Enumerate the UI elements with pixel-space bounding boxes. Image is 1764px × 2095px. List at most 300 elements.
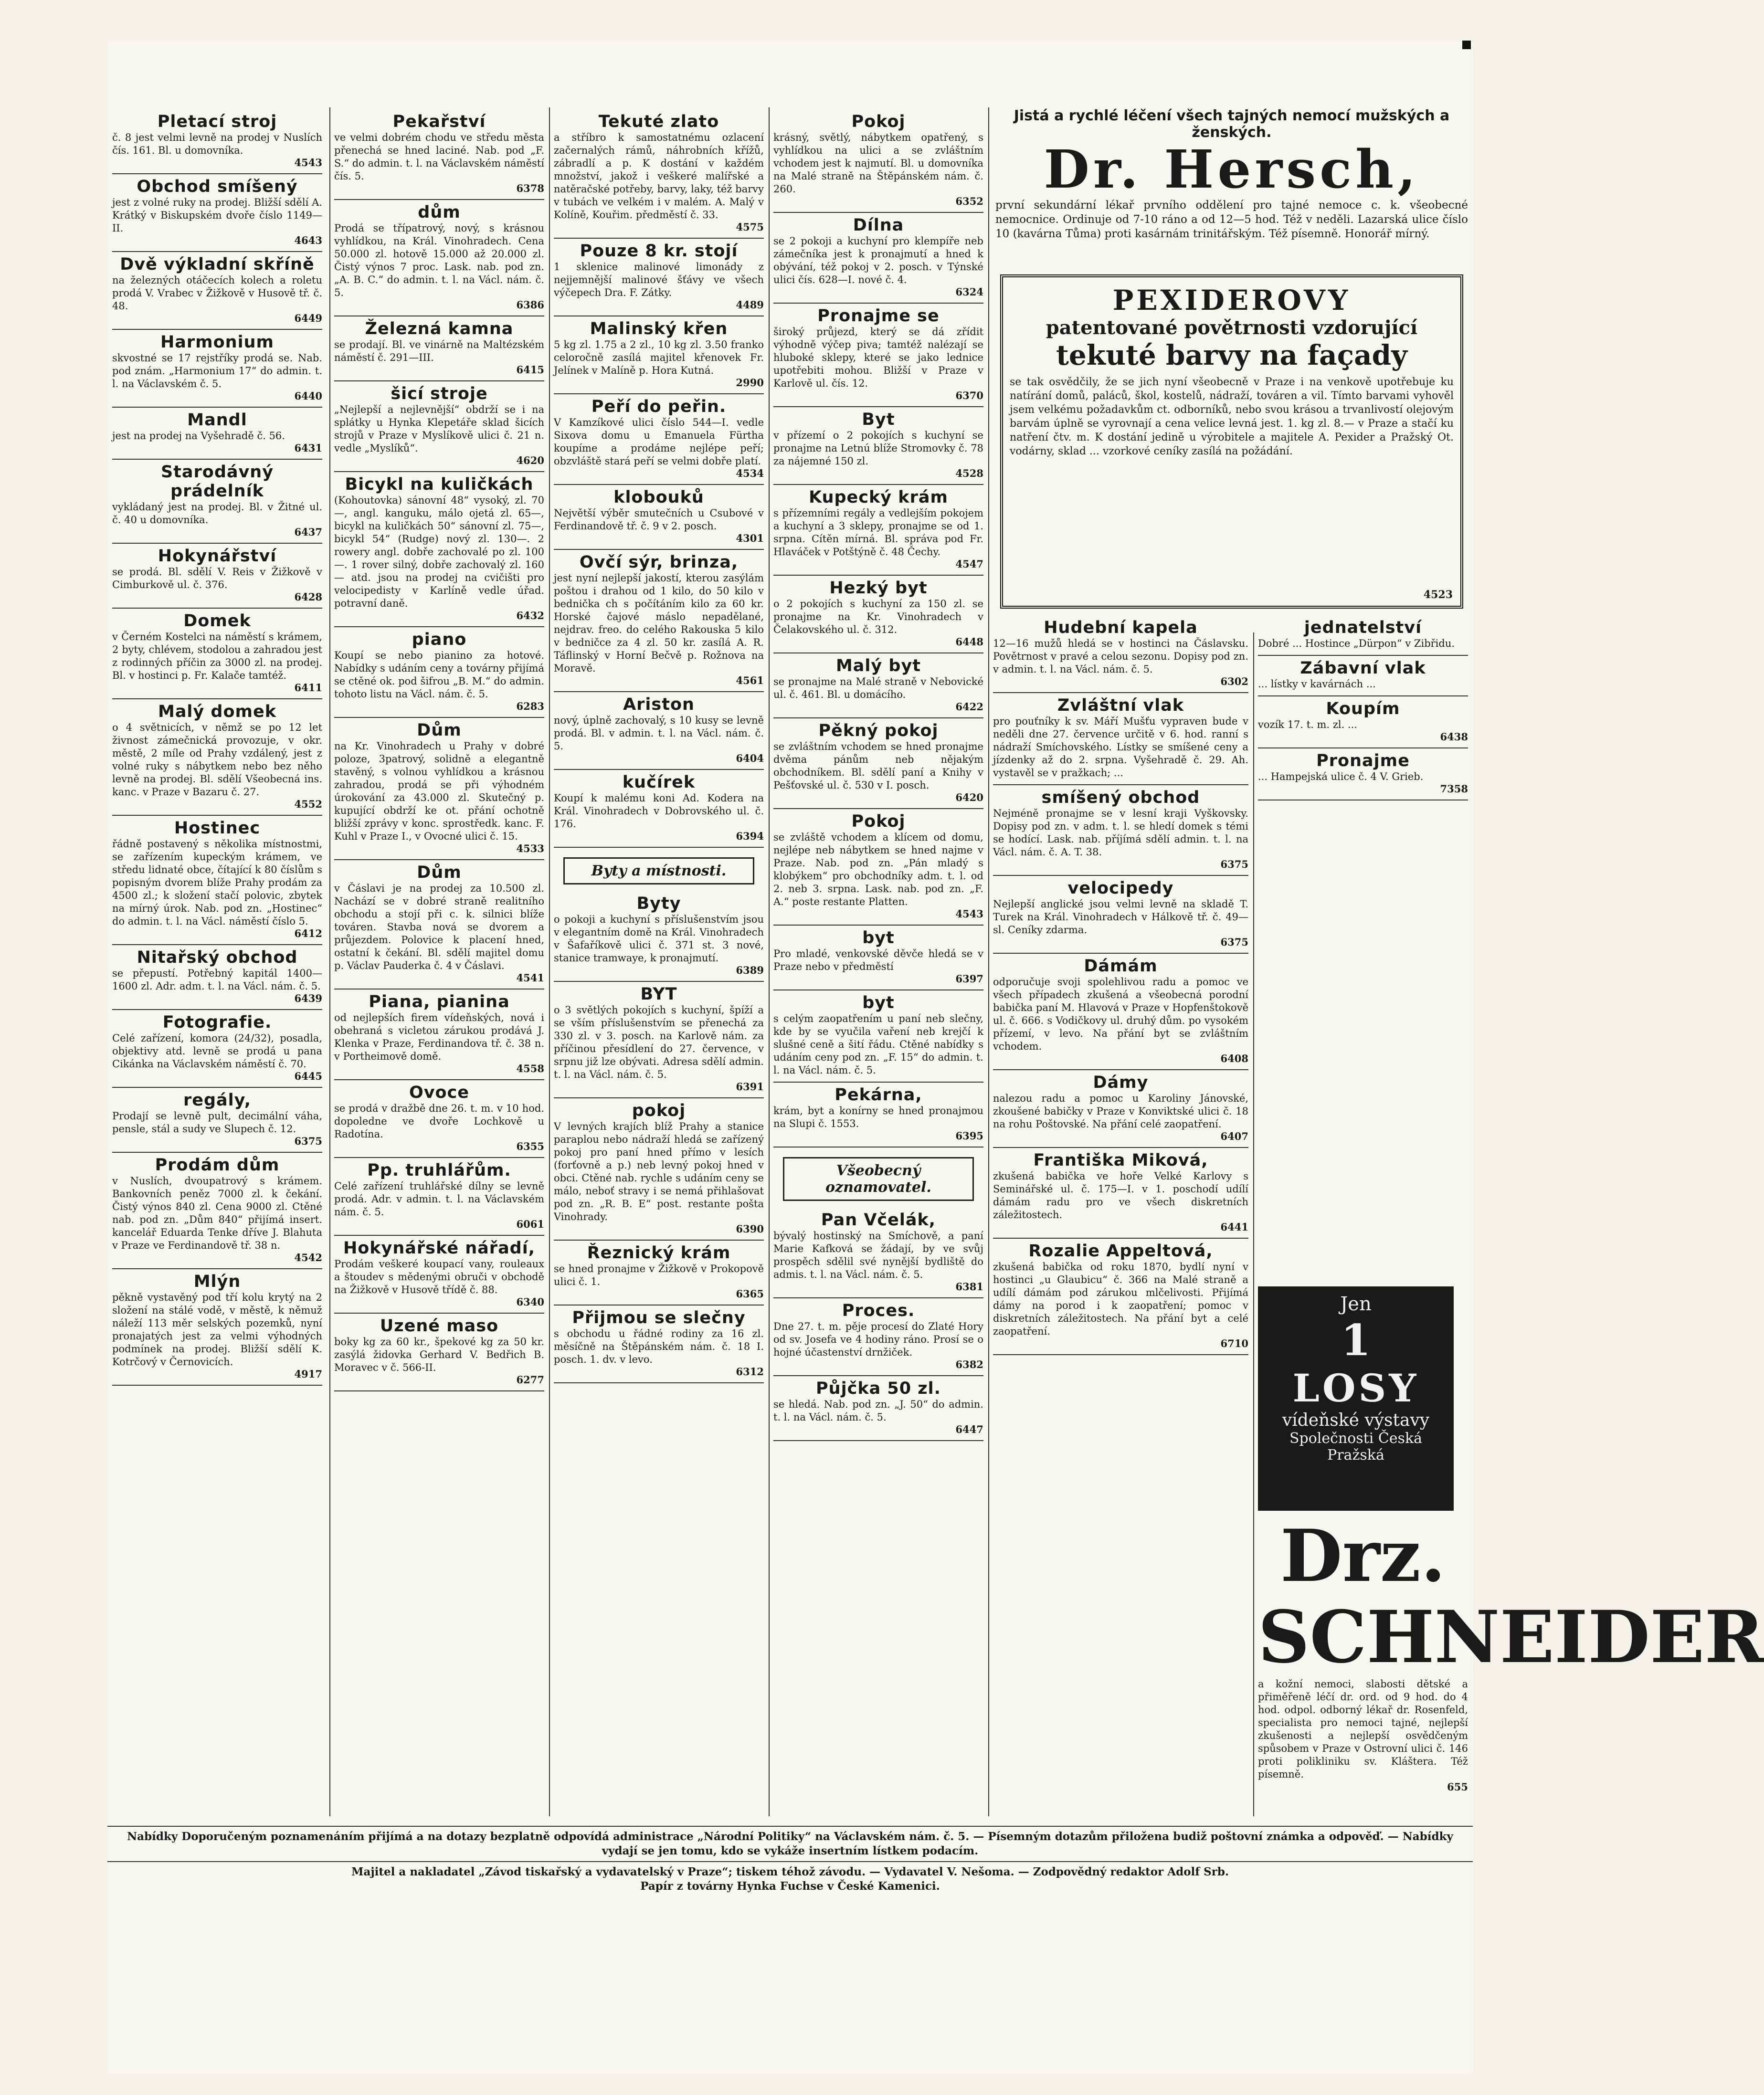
ad-number: 6352 xyxy=(955,195,983,207)
pexider-name: PEXIDEROVY xyxy=(1112,284,1351,316)
classified-ad xyxy=(773,306,983,401)
classified-ad xyxy=(1258,659,1468,691)
ad-text: od nejlepších firem vídeňských, nová i obehraná s vicletou zárukou prodává J. Klenka v Praze, Ferdinandova tř. č. 38 n. v Portheimově domě. xyxy=(334,1012,544,1062)
column-rule xyxy=(1253,632,1254,1816)
classified-ad xyxy=(334,319,544,376)
ad-number: 2990 xyxy=(736,377,764,389)
ad-number: 6415 xyxy=(516,364,544,376)
pexider-ad xyxy=(1000,274,1463,609)
classified-ad xyxy=(773,812,983,920)
ad-text: 5 kg zl. 1.75 a 2 zl., 10 kg zl. 3.50 franko celoročně zasílá majitel křenovek Fr. Jelínek v Malíně p. Hora Kutná. xyxy=(554,339,764,376)
ad-title: piano xyxy=(412,630,467,649)
pexider-number: 4523 xyxy=(1423,589,1453,601)
ad-title: Pěkný pokoj xyxy=(818,721,939,740)
ad-title: Hokynářské nářadí, xyxy=(343,1239,536,1258)
ad-text: Koupí k malému koni Ad. Kodera na Král. Vinohradech v Dobrovského ul. č. 176. xyxy=(554,792,764,830)
classified-ad xyxy=(554,553,764,686)
ad-text: Dobré ... Hostince „Dürpon“ v Zibřidu. xyxy=(1258,638,1455,649)
ad-number: 4561 xyxy=(736,674,764,686)
ad-number: 4643 xyxy=(294,234,322,246)
ad-title: Nitařský obchod xyxy=(137,948,298,967)
ad-number: 4301 xyxy=(736,532,764,544)
classified-ad xyxy=(1258,751,1468,795)
classified-ad xyxy=(773,656,983,713)
ad-text: se zvláštním vchodem se hned pronajme dvěma pánům neb nějakým obchodníkem. Bl. sdělí paní a Knihy v Pešťovské ul. č. 530 v I. posch. xyxy=(773,741,983,791)
ad-number: 6437 xyxy=(294,526,322,538)
ad-title: Byt xyxy=(862,410,895,429)
classified-ad xyxy=(773,993,983,1077)
ad-text: se hned pronajme v Žižkově v Prokopově ulici č. 1. xyxy=(554,1263,764,1287)
classified-ad xyxy=(554,319,764,389)
registration-mark xyxy=(1462,41,1471,49)
losy-number: 1 xyxy=(1341,1315,1371,1366)
classified-ad xyxy=(554,985,764,1093)
footer-rule xyxy=(107,1826,1473,1827)
ad-title: velocipedy xyxy=(1067,879,1174,898)
pexider-text: se tak osvědčily, že se jich nyní všeobecně v Praze i na venkově upotřebuje ku natírání domů, paláců, škol, kostelů, nádraží, továren a vil. Tímto barvami vyhověl jsem velkému požadavkům ct. odborníků, nebo svou krásou a trvanlivostí olejovým barvám úplně se vyrovnají a cena velice levná jest. 1. kg zl. 8.— v Praze a stačí ku natření čtv. m. K dostání jedině u výrobitele a majitele A. Pexider a Pražský Ot. vodárny, sklad ... vzorkové ceníky zasílá na požádání. xyxy=(1010,376,1454,457)
ad-title: Dílna xyxy=(853,216,904,235)
ad-number: 6710 xyxy=(1220,1337,1248,1349)
classified-ad xyxy=(112,819,322,939)
ad-title: Ovoce xyxy=(409,1083,470,1102)
ad-number: 6365 xyxy=(736,1288,764,1300)
ad-text: (Kohoutovka) sánovní 48“ vysoký, zl. 70—, angl. kanguku, málo ojetá zl. 65—, bicykl na kuličkách 50“ sánovní zl. 75—, bicykl 54“ (Rudge) nový zl. 130—. 2 rowery angl. dobře zachovalé po zl. 100—. 1 rover silný, dobře zachovalý zl. 160— atd. jsou na prodej na cvičišti pro velocipedisty v Karlíně vedle úřad. potravní daně. xyxy=(334,495,544,609)
ad-separator xyxy=(773,406,983,407)
ad-title: pokoj xyxy=(632,1101,686,1120)
ad-title: Mlýn xyxy=(193,1272,241,1291)
ad-title: Dámy xyxy=(1093,1073,1149,1092)
ad-separator xyxy=(334,1313,544,1314)
classified-ad xyxy=(773,1211,983,1293)
ad-text: Největší výběr smutečních u Csubové v Ferdinandově tř. č. 9 v 2. posch. xyxy=(554,507,764,532)
ad-separator xyxy=(993,784,1248,785)
classified-ad xyxy=(773,216,983,298)
ad-separator xyxy=(112,815,322,816)
ad-text: se prodá v dražbě dne 26. t. m. v 10 hod. dopoledne ve dvoře Lochkově u Radotína. xyxy=(334,1103,544,1140)
classified-ad xyxy=(554,397,764,479)
ad-title: Starodávný prádelník xyxy=(160,463,274,501)
ad-separator xyxy=(773,1147,983,1148)
ad-text: nový, úplně zachovalý, s 10 kusy se levně prodá. Bl. v admin. t. l. na Václ. nám. č. 5. xyxy=(554,715,764,752)
ad-number: 6391 xyxy=(736,1081,764,1093)
ad-title: jednatelství xyxy=(1304,618,1422,637)
ad-number: 6375 xyxy=(294,1135,322,1147)
classified-ad xyxy=(334,203,544,311)
ad-title: Pekařství xyxy=(392,112,486,131)
ad-number: 4547 xyxy=(955,558,983,570)
ad-column-5 xyxy=(993,618,1248,1816)
ad-separator xyxy=(554,769,764,770)
ad-separator xyxy=(773,575,983,576)
tajne-text: a kožní nemoci, slabosti dětské a přiměřeně léčí dr. ord. od 9 hod. do 4 hod. odpol. odborný lékař dr. Rosenfeld, specialista pro nemoci tajné, nejlepší zkušenosti a nejlepší osvědčeným spůsobem v Praze v Ostrovní ulici č. 146 proti polikliniku sv. Kláštera. Též písemně. xyxy=(1258,1678,1468,1780)
ad-separator xyxy=(334,471,544,472)
pexider-line2: tekuté barvy na façady xyxy=(1056,339,1407,371)
ad-text: s obchodu u řádné rodiny za 16 zl. měsíčně na Štěpánském nám. č. 18 I. posch. 1. dv. v levo. xyxy=(554,1328,764,1365)
ad-number: 4533 xyxy=(516,842,544,854)
ad-separator xyxy=(993,1069,1248,1070)
ad-title: Pokoj xyxy=(851,112,906,131)
ad-separator xyxy=(554,1240,764,1241)
ad-number: 6277 xyxy=(516,1374,544,1386)
ad-number: 4558 xyxy=(516,1063,544,1074)
ad-number: 6397 xyxy=(955,973,983,985)
ad-separator xyxy=(112,329,322,330)
losy-prefix: Jen xyxy=(1340,1293,1372,1315)
ad-title: Pronajme xyxy=(1316,751,1410,770)
ad-separator xyxy=(334,717,544,718)
ad-text: č. 8 jest velmi levně na prodej v Nuslích čís. 161. Bl. u domovníka. xyxy=(112,132,322,156)
classified-ad xyxy=(112,333,322,402)
ad-separator xyxy=(773,1082,983,1083)
ad-title: Železná kamna xyxy=(365,319,514,338)
ad-number: 6061 xyxy=(516,1218,544,1230)
ad-text: jest na prodej na Vyšehradě č. 56. xyxy=(112,430,285,442)
ad-separator xyxy=(334,1235,544,1236)
ad-title: Koupím xyxy=(1326,699,1400,718)
ad-title: Františka Miková, xyxy=(1033,1151,1208,1170)
ad-column-6 xyxy=(1258,618,1468,1277)
ad-title: Pan Včelák, xyxy=(821,1211,936,1230)
ad-number: 6375 xyxy=(1220,858,1248,870)
ad-separator xyxy=(773,717,983,718)
ad-separator xyxy=(334,626,544,627)
ad-text: Prodají se levně pult, decimální váha, pensle, stál a sudy ve Slupech č. 12. xyxy=(112,1110,322,1135)
ad-title: Malý domek xyxy=(158,702,277,721)
ad-number: 6375 xyxy=(1220,936,1248,948)
classified-ad xyxy=(334,1161,544,1230)
ad-number: 6420 xyxy=(955,791,983,803)
ad-title: Pletací stroj xyxy=(157,112,277,131)
ad-number: 6432 xyxy=(516,610,544,621)
ad-separator xyxy=(773,212,983,213)
ad-title: Byty xyxy=(636,894,681,913)
classified-ad xyxy=(334,992,544,1074)
ad-number: 4620 xyxy=(516,454,544,466)
ad-number: 4534 xyxy=(736,467,764,479)
ad-separator xyxy=(112,173,322,174)
ad-title: Zábavní vlak xyxy=(1300,659,1426,678)
ad-number: 6449 xyxy=(294,312,322,324)
ad-number: 4541 xyxy=(516,972,544,984)
ad-number: 6302 xyxy=(1220,675,1248,687)
ad-text: bývalý hostinský na Smíchově, a paní Marie Kafková se žádají, by ve svůj prospěch sdělil své nynější bydliště do admis. t. l. na Václ. nám. č. 5. xyxy=(773,1230,983,1280)
ad-column-4 xyxy=(773,112,983,1816)
ad-number: 6324 xyxy=(955,286,983,298)
column-rule xyxy=(988,107,989,1816)
ad-number: 6428 xyxy=(294,591,322,603)
classified-ad xyxy=(334,1239,544,1308)
ad-title: klobouků xyxy=(613,488,704,507)
ad-separator xyxy=(554,393,764,394)
ad-number: 6283 xyxy=(516,700,544,712)
classified-ad xyxy=(993,618,1248,687)
ad-separator xyxy=(334,1390,544,1391)
ad-separator xyxy=(773,1297,983,1298)
tajne-ad xyxy=(1258,1514,1764,1811)
classified-ad xyxy=(554,773,764,842)
ad-title: Zvláštní vlak xyxy=(1057,696,1184,715)
ad-title: Uzené maso xyxy=(380,1316,499,1336)
classified-ad xyxy=(112,547,322,603)
hersch-headline: Jistá a rychlé léčení všech tajných nemocí mužských a ženských. xyxy=(1014,107,1450,141)
ad-number: 4917 xyxy=(294,1368,322,1380)
classified-ad xyxy=(554,1308,764,1378)
ad-title: regály, xyxy=(183,1091,252,1110)
ad-number: 6390 xyxy=(736,1223,764,1235)
ad-number: 6431 xyxy=(294,442,322,454)
ad-title: Pronajme se xyxy=(817,306,940,326)
footer-rule xyxy=(107,1861,1473,1862)
ad-number: 6312 xyxy=(736,1366,764,1378)
ad-text: jest z volné ruky na prodej. Bližší sdělí A. Krátký v Biskupském dvoře číslo 1149—II. xyxy=(112,197,322,234)
ad-number: 6439 xyxy=(294,992,322,1004)
ad-column-3 xyxy=(554,112,764,1816)
ad-separator xyxy=(334,1157,544,1158)
ad-separator xyxy=(554,484,764,485)
ad-title: Rozalie Appeltová, xyxy=(1028,1242,1213,1261)
ad-separator xyxy=(773,808,983,809)
ad-text: Nejméně pronajme se v lesní kraji Vyškovsky. Dopisy pod zn. v adm. t. l. se hledí domek s témi se hodící. Lask. nab. příjímá sdělí admin. t. l. na Václ. nám. č. A. T. 38. xyxy=(993,808,1248,858)
ad-title: Řeznický krám xyxy=(587,1243,731,1263)
ad-text: Celé zařízení, komora (24/32), posadla, objektivy atd. levně se prodá u pana Cikánka na Václavském náměstí č. 70. xyxy=(112,1032,322,1070)
ad-number: 6422 xyxy=(955,701,983,713)
classified-ad xyxy=(112,177,322,246)
classified-ad xyxy=(554,1243,764,1300)
ad-title: Obchod smíšený xyxy=(137,177,298,196)
ad-number: 6441 xyxy=(1220,1221,1248,1233)
ad-number: 6404 xyxy=(736,752,764,764)
ad-title: Prodám dům xyxy=(155,1156,280,1175)
classified-ad xyxy=(993,1073,1248,1142)
classified-ad xyxy=(773,410,983,479)
classified-ad xyxy=(554,894,764,976)
classified-ad xyxy=(993,1242,1248,1349)
ad-text: vozík 17. t. m. zl. ... xyxy=(1258,719,1357,730)
ad-number: 6395 xyxy=(955,1130,983,1142)
classified-ad xyxy=(112,1272,322,1380)
ad-number: 6340 xyxy=(516,1296,544,1308)
tajne-number: 655 xyxy=(1447,1781,1468,1793)
ad-text: ... Hampejská ulice č. 4 V. Grieb. xyxy=(1258,771,1424,782)
ad-text: o 2 pokojích s kuchyní za 150 zl. se pronajme na Kr. Vinohradech v Čelakovského ul. č. 312. xyxy=(773,598,983,635)
classified-ad xyxy=(112,948,322,1004)
ad-text: pro pouťníky k sv. Máří Mušťu vypraven bude v neděli dne 27. července určitě v 6. hod. ranní s nádraží Smíchovského. Lístky se smíšené ceny a jízdenky až do 2. srpna. Vyšehradě č. 29. Ah. vystavěl se v pražkach; ... xyxy=(993,716,1248,779)
ad-title: Pouze 8 kr. stojí xyxy=(580,242,738,261)
ad-text: krám, byt a konírny se hned pronajmou na Slupi č. 1553. xyxy=(773,1105,983,1129)
ad-separator xyxy=(993,1147,1248,1148)
ad-title: Domek xyxy=(183,611,251,631)
ad-text: „Nejlepší a nejlevnější“ obdrží se i na splátky u Hynka Klepetáře sklad šicích strojů v Praze v Myslíkově ulici č. 21 n. vedle „Myslíků“. xyxy=(334,404,544,454)
ad-number: 4575 xyxy=(736,221,764,233)
classified-ad xyxy=(334,630,544,712)
ad-number: 6440 xyxy=(294,390,322,402)
ad-text: se prodají. Bl. ve vinárně na Maltézském náměstí č. 291—III. xyxy=(334,339,544,363)
ad-column-1 xyxy=(112,112,322,1816)
losy-word: LOSY xyxy=(1292,1366,1419,1411)
ad-text: 1 sklenice malinové limonády z nejjemnější malinové šťávy ve všech výčepech Dra. F. Zátky. xyxy=(554,261,764,298)
ad-title: Dámám xyxy=(1084,957,1158,976)
classified-ad xyxy=(993,957,1248,1064)
ad-title: Hezký byt xyxy=(829,579,928,598)
classified-ad xyxy=(112,1091,322,1147)
ad-number: 6448 xyxy=(955,636,983,648)
ad-text: se pronajme na Malé straně v Nebovické ul. č. 461. Bl. u domácího. xyxy=(773,676,983,700)
ad-title: Půjčka 50 zl. xyxy=(816,1379,941,1398)
column-rule xyxy=(329,107,330,1816)
ad-number: 6355 xyxy=(516,1140,544,1152)
column-rule xyxy=(769,107,770,1816)
ad-text: v Černém Kostelci na náměstí s krámem, 2 byty, chlévem, stodolou a zahradou jest z rodinných příčin za 3000 zl. na prodej. Bl. v hostinci p. Fr. Kalače tamtéž. xyxy=(112,631,322,681)
classified-ad xyxy=(112,1156,322,1263)
ad-text: široký průjezd, který se dá zřídit výhodně výčep piva; tamtéž nalézají se hluboké sklepy, které se jako lednice upotřebiti mohou. Bližší v Praze v Karlově ul. čís. 12. xyxy=(773,326,983,389)
ad-title: byt xyxy=(862,928,895,947)
ad-number: 6382 xyxy=(955,1358,983,1370)
ad-separator xyxy=(554,1097,764,1098)
ad-number: 6394 xyxy=(736,830,764,842)
ad-separator xyxy=(334,859,544,860)
ad-title: BYT xyxy=(640,985,677,1004)
ad-text: se 2 pokoji a kuchyní pro klempíře neb zámečníka jest k pronajmutí a hned k obývání, též pokoj v 2. posch. v Týnské ulici čís. 628—I. nové č. 4. xyxy=(773,235,983,285)
ad-separator xyxy=(334,380,544,381)
ad-separator xyxy=(112,608,322,609)
classified-ad xyxy=(334,863,544,984)
classified-ad xyxy=(773,928,983,985)
ad-separator xyxy=(1258,747,1468,748)
ad-title: Pokoj xyxy=(851,812,906,831)
classified-ad xyxy=(334,1083,544,1152)
ad-separator xyxy=(993,953,1248,954)
ad-text: jest nyní nejlepší jakostí, kterou zasýlám poštou i drahou od 1 kilo, do 50 kilo v bednička ch s počítáním kilo za 60 kr. Horské čajové máslo nepadělané, nejdrav. freo. do celého Rakouska 5 kilo v bedničce za 4 zl. 50 kr. zasílá A. R. Táflinský v Horní Bečvě p. Rožnova na Moravě. xyxy=(554,572,764,674)
classified-ad xyxy=(112,255,322,324)
ad-title: Fotografie. xyxy=(162,1013,272,1032)
classified-ad xyxy=(334,1316,544,1386)
footer-notice: Nabídky Doporučeným poznamenáním přijímá a na dotazy bezplatně odpovídá administrace „Národní Politiky“ na Václavském nám. č. 5. — Písemným dotazům přiložena budiž poštovní známka a odpověď. — Nabídky vydají se jen tomu, kdo se vykáže insertním lístkem podacím. xyxy=(127,1830,1453,1857)
ad-title: Ovčí sýr, brinza, xyxy=(579,553,739,572)
ad-separator xyxy=(554,549,764,550)
classified-ad xyxy=(773,1301,983,1370)
ad-title: šicí stroje xyxy=(391,384,488,403)
ad-text: V levných krajích blíž Prahy a stanice paraplou nebo nádraží hledá se zařízený pokoj pro paní hned přímo v lesích (forťovně a p.) neb levný pokoj hned v obci. Ctěné nab. rychle s udáním ceny se málo, neboť stravy i se nemá přihlašovat pod zn. „R. B. E“ post. restante pošta Vinohrady. xyxy=(554,1121,764,1222)
ad-separator xyxy=(112,1152,322,1153)
ad-number: 6411 xyxy=(294,682,322,694)
classified-ad xyxy=(334,384,544,466)
classified-ad xyxy=(334,721,544,854)
ad-separator xyxy=(112,1385,322,1386)
ad-separator xyxy=(334,1079,544,1080)
classified-ad xyxy=(993,696,1248,779)
classified-ad xyxy=(1258,618,1468,650)
hersch-name: Dr. Hersch, xyxy=(1044,138,1420,200)
ad-separator xyxy=(554,847,764,848)
ad-title: Malý byt xyxy=(835,656,921,675)
newspaper-page xyxy=(107,41,1764,2074)
ad-text: Nejlepší anglické jsou velmi levně na skladě T. Turek na Král. Vinohradech v Hálkově tř. č. 49—sl. Ceníky zdarma. xyxy=(993,898,1248,936)
ad-number: 4528 xyxy=(955,467,983,479)
classified-ad xyxy=(112,411,322,454)
ad-separator xyxy=(773,1375,983,1376)
ad-separator xyxy=(112,251,322,252)
ad-text: nalezou radu a pomoc u Karoliny Jánovské, zkoušené babičky v Praze v Konviktské ulici č. 18 na rohu Poštovské. Na přání celé zaopatření. xyxy=(993,1093,1248,1130)
ad-text: na železných otáčecích kolech a roletu prodá V. Vrabec v Žižkově v Husově tř. č. 48. xyxy=(112,274,322,312)
ad-number: 6438 xyxy=(1440,731,1468,743)
ad-text: V Kamzíkové ulici číslo 544—I. vedle Sixova domu u Emanuela Fürtha koupíme a prodáme nejlépe peří; obzvláště stará peří se velmi dobře platí. xyxy=(554,417,764,467)
ad-text: Prodá se třípatrový, nový, s krásnou vyhlídkou, na Král. Vinohradech. Cena 50.000 zl. hotově 15.000 až 20.000 zl. Čistý výnos 7 proc. Lask. nab. pod zn. „A. B. C.“ do admin. t. l. na Václ. nám. č. 5. xyxy=(334,222,544,298)
ad-title: Pp. truhlářům. xyxy=(367,1161,511,1180)
ad-text: vykládaný jest na prodej. Bl. v Žitné ul. č. 40 u domovníka. xyxy=(112,501,322,526)
classified-ad xyxy=(773,112,983,207)
ad-title: Dům xyxy=(417,721,462,740)
ad-number: 6389 xyxy=(736,964,764,976)
ad-number: 4543 xyxy=(955,908,983,920)
classified-ad xyxy=(554,242,764,311)
classified-ad xyxy=(773,579,983,648)
pexider-line1: patentované povětrnosti vzdorující xyxy=(1046,316,1418,339)
ad-number: 4489 xyxy=(736,299,764,311)
ad-title: Ariston xyxy=(623,695,695,714)
ad-number: 6386 xyxy=(516,299,544,311)
classified-ad xyxy=(554,112,764,233)
ad-number: 6447 xyxy=(955,1423,983,1435)
ad-text: na Kr. Vinohradech u Prahy v dobré poloze, 3patrový, solidně a elegantně stavěný, s volnou vyhlídkou a krásnou zahradou, prodá se při výhodném úrokování za 43.000 zl. Skutečný p. kupující obdrží ke ot. přání ochotně bližší zprávy v konc. sprostředk. kanc. F. Kuhl v Praze I., v Ovocné ulici č. 15. xyxy=(334,740,544,842)
ad-number: 6381 xyxy=(955,1281,983,1293)
ad-title: Dům xyxy=(417,863,462,882)
ad-separator xyxy=(993,875,1248,876)
ad-text: se přepustí. Potřebný kapitál 1400—1600 zl. Adr. adm. t. l. na Václ. nám. č. 5. xyxy=(112,968,322,992)
classified-ad xyxy=(334,475,544,621)
ad-column-2 xyxy=(334,112,544,1816)
ad-separator xyxy=(554,981,764,982)
classified-ad xyxy=(112,463,322,538)
ad-title: Harmonium xyxy=(160,333,274,352)
ad-separator xyxy=(112,1268,322,1269)
ad-text: zkušená babička ve hoře Velké Karlovy s Seminářské ul. č. 175—I. v 1. poschodí udílí dámám radu pro ve všech diskretních záležitostech. xyxy=(993,1170,1248,1221)
ad-title: Bicykl na kuličkách xyxy=(345,475,534,494)
ad-separator xyxy=(554,691,764,692)
ad-title: dům xyxy=(418,203,461,222)
hersch-text: první sekundární lékař prvního oddělení pro tajné nemoce c. k. všeobecné nemocnice. Ordinuje od 7-10 ráno a od 12—5 hod. Též v neděli. Lazarská ulice číslo 10 (kavárna Tůma) proti kasárnám trinitářským. Též písemně. Honorář mírný. xyxy=(995,199,1468,240)
ad-title: Proces. xyxy=(842,1301,915,1320)
ad-text: v Čáslavi je na prodej za 10.500 zl. Nachází se v dobré straně realitního obchodu a stojí při c. k. silnici blíže továren. Stavba nová se dvorem a průjezdem. Polovice k placení hned, ostatní k čekání. Bl. sdělí majitel domu p. Václav Pauderka č. 4 v Čáslavi. xyxy=(334,883,544,971)
ad-title: Kupecký krám xyxy=(809,488,948,507)
classified-ad xyxy=(773,721,983,803)
ad-text: Prodám veškeré koupací vany, rouleaux a štoudev s mědenými obruči v obchodě na Žižkově v Husově třídě č. 88. xyxy=(334,1258,544,1295)
ad-title: byt xyxy=(862,993,895,1012)
ad-separator xyxy=(773,484,983,485)
column-rule xyxy=(549,107,550,1816)
ad-text: v Nuslích, dvoupatrový s krámem. Bankovních peněz 7000 zl. k čekání. Čistý výnos 840 zl. Cena 9000 zl. Ctěné nab. pod zn. „Dům 840“ přijímá insert. kancelář Eduarda Tenke dříve J. Blahuta v Praze ve Ferdinandově tř. 38 n. xyxy=(112,1175,322,1251)
ad-separator xyxy=(334,199,544,200)
ad-title: Hokynářství xyxy=(158,547,277,566)
ad-separator xyxy=(112,543,322,544)
ad-text: a stříbro k samostatnému ozlacení začernalých rámů, náhrobních křížů, zábradlí a p. K dostání v každém množství, jakož i veškeré malířské a natěračské potřeby, barvy, laky, též barvy v tubách ve velkém i v malém. A. Malý v Kolíně, Kouřim. předměstí č. 33. xyxy=(554,132,764,221)
ad-text: o pokoji a kuchyní s příslušenstvím jsou v elegantním domě na Král. Vinohradech v Šafaříkově ulici č. 371 st. 3 nové, stanice tramwaye, k pronajmutí. xyxy=(554,914,764,964)
ad-title: Hostinec xyxy=(174,819,261,838)
ad-separator xyxy=(554,1382,764,1383)
ad-text: Celé zařízení truhlářské dílny se levně prodá. Adr. v admin. t. l. na Václavském nám. č. 5. xyxy=(334,1180,544,1218)
ad-text: řádně postavený s několika místnostmi, se zařízením kupeckým krámem, ve středu lidnaté obce, čítající k 80 číslům s popisným dvorem blíže Prahy prodám za 4500 zl.; k složení stačí polovic, zbytek na mírný úrok. Nab. pod zn. „Hostinec“ do admin. t. l. na Václ. náměstí číslo 5. xyxy=(112,838,322,927)
classified-ad xyxy=(112,611,322,694)
ad-text: skvostné se 17 rejstříky prodá se. Nab. pod znám. „Harmonium 17“ do admin. t. l. na Václavském č. 5. xyxy=(112,352,322,390)
ad-number: 4542 xyxy=(294,1252,322,1263)
ad-text: se zvláště vchodem a klícem od domu, nejlépe neb nábytkem se hned najme v Praze. Nab. pod zn. „Pán mladý s klobýkem“ pro obchodníky adm. t. l. od 2. neb 3. srpna. Lask. nab. pod zn. „F. A.“ poste restante Platten. xyxy=(773,832,983,907)
classified-ad xyxy=(773,1379,983,1435)
ad-text: odporučuje svoji spolehlivou radu a pomoc ve všech případech zkušená a všeobecná porodní babička paní M. Hlavová v Praze v Hopfenštokově ul. č. 666. s Vodičkovy ul. druhý dům. po vysokém přízemí, v levo. Na přání byt se zvláštním vchodem. xyxy=(993,976,1248,1052)
ad-separator xyxy=(112,698,322,699)
classified-ad xyxy=(993,879,1248,948)
ad-number: 6408 xyxy=(1220,1053,1248,1064)
classified-ad xyxy=(112,1013,322,1082)
ad-title: Piana, pianina xyxy=(369,992,510,1011)
